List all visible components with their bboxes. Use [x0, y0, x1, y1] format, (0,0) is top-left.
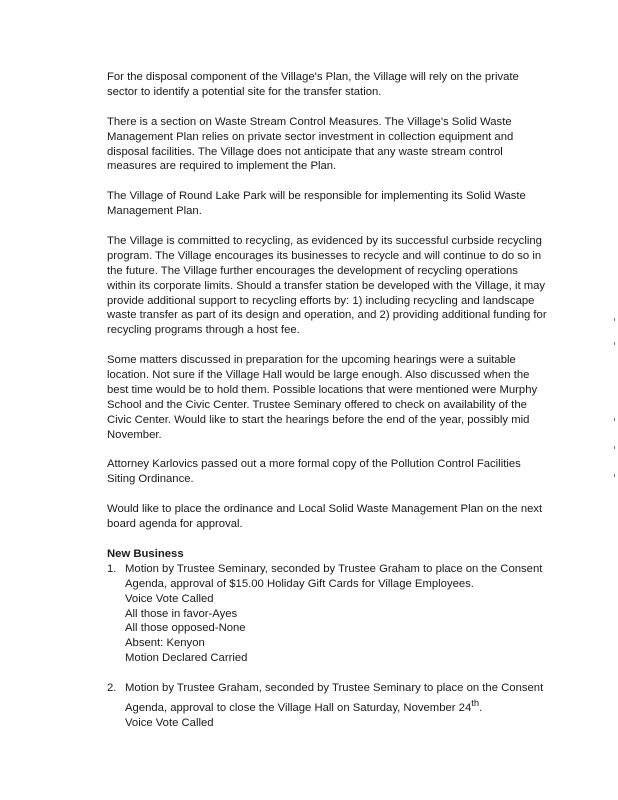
new-business-heading: New Business — [107, 547, 184, 560]
paragraph-agenda: Would like to place the ordinance and Local Solid Waste Management Plan on the next board agenda for approval. — [107, 503, 543, 531]
item-number: 1. — [107, 562, 117, 575]
paragraph-responsibility: The Village of Round Lake Park will be responsible for implementing its Solid Waste Management Plan. — [107, 190, 526, 218]
vote-line: Voice Vote Called — [125, 716, 214, 729]
paragraph-waste-stream: There is a section on Waste Stream Control Measures. The Village's Solid Waste Management Plan relies on private sector investment in collection equipment and disposal facilities. The Village does not anticipate that any waste stream control measures are required to implement the Plan. — [107, 115, 514, 173]
item-text: Motion by Trustee Graham, seconded by Trustee Seminary to place on the Consent Agenda, approval to close the Village Hall on Saturday, November 24 — [125, 682, 544, 714]
vote-line: All those in favor-Ayes — [125, 607, 238, 620]
item-superscript: th — [471, 696, 480, 708]
vote-line: Voice Vote Called — [125, 592, 214, 605]
margin-speck — [614, 446, 615, 449]
margin-speck — [614, 342, 615, 345]
document-body — [107, 70, 547, 731]
margin-speck — [614, 474, 615, 477]
paragraph-disposal: For the disposal component of the Village's Plan, the Village will rely on the private sector to identify a potential site for the transfer station. — [107, 71, 519, 98]
item-number: 2. — [107, 682, 117, 695]
margin-speck — [614, 318, 615, 321]
item-text-end: . — [479, 701, 483, 714]
paragraph-hearings: Some matters discussed in preparation for the upcoming hearings were a suitable location. Not sure if the Village Hall would be large enough. Also discussed when the best time would be to hold them. Possible locations that were mentioned were Murphy School and the Civic Center. Trustee Seminary offered to check on availability of the Civic Center. Would like to start the hearings before the end of the year, possibly mid November. — [107, 354, 538, 441]
item-text: Motion by Trustee Seminary, seconded by Trustee Graham to place on the Consent Agenda, approval of $15.00 Holiday Gift Cards for Village Employees. — [125, 562, 543, 590]
new-business-list — [107, 562, 547, 731]
list-item — [107, 681, 547, 730]
paragraph-recycling: The Village is committed to recycling, as evidenced by its successful curbside recycling program. The Village encourages its businesses to recycle and will continue to do so in the future. The Village further encourages the development of recycling operations within its corporate limits. Should a transfer station be developed with the Village, it may provide additional support to recycling efforts by: 1) including recycling and landscape waste transfer as part of its design and operation, and 2) providing additional funding for recycling programs through a host fee. — [107, 234, 547, 337]
item-text-wrapper — [125, 681, 547, 716]
vote-line: Absent: Kenyon — [125, 637, 205, 650]
list-item — [107, 562, 547, 666]
list-spacer — [107, 666, 547, 681]
paragraph-ordinance: Attorney Karlovics passed out a more formal copy of the Pollution Control Facilities Siting Ordinance. — [107, 458, 521, 486]
vote-line: All those opposed-None — [125, 622, 246, 635]
margin-speck — [614, 418, 615, 421]
vote-line: Motion Declared Carried — [125, 652, 248, 665]
